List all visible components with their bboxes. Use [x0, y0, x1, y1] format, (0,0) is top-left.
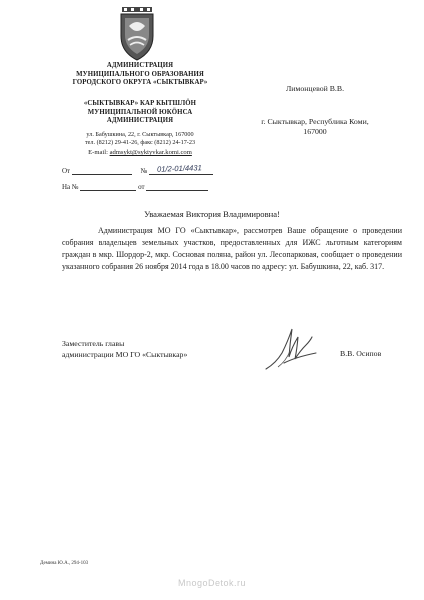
organization-phones: тел. (8212) 29-41-26, факс (8212) 24-17-23 [84, 139, 196, 147]
number-line [149, 174, 213, 175]
organization-address: ул. Бабушкина, 22, г. Сыктывкар, 167000 [86, 131, 194, 138]
ref-date-line [146, 190, 208, 191]
organization-email: E-mail: admsykt@syktyvkar.komi.com [88, 149, 192, 156]
date-line [72, 174, 132, 175]
recipient-address: г. Сыктывкар, Республика Коми, 167000 [261, 117, 369, 136]
letter-body: Администрация МО ГО «Сыктывкар», рассмотрев Ваше обращение о проведении собрания владельцев земельных участков, предоставленных для ИЖС льготным категориям граждан в мкр. Шордор-2, мкр. Сосновая поляна, район ул. Лесопарковая, сообщает о проведении указанного собрания 26 ноября 2014 года в 18.00 часов по адресу: ул. Бабушкина, 22, каб. 317. [62, 226, 402, 271]
reference-registration: На № от [62, 183, 208, 191]
ref-number-line [80, 190, 136, 191]
signatory-position: Заместитель главы администрации МО ГО «Сыктывкар» [62, 339, 188, 359]
email-link[interactable]: admsykt@syktyvkar.komi.com [109, 149, 192, 156]
recipient-name: Лимонцевой В.В. [285, 84, 345, 93]
outgoing-registration: От № [62, 167, 213, 175]
organization-contacts [40, 131, 240, 148]
watermark: MnogoDetok.ru [177, 578, 247, 588]
coat-of-arms-emblem [116, 6, 158, 62]
executor-note: Демина Ю.А., 294-103 [40, 561, 89, 566]
handwritten-signature [262, 323, 320, 373]
organization-name-russian: АДМИНИСТРАЦИЯ МУНИЦИПАЛЬНОГО ОБРАЗОВАНИЯ ГОРОДСКОГО ОКРУГА «СЫКТЫВКАР» [72, 62, 208, 87]
greeting: Уважаемая Виктория Владимировна! [144, 209, 280, 219]
organization-name-komi: «СЫКТЫВКАР» КАР КЫТШЛӦН МУНИЦИПАЛЬНОЙ ЮКӦНСА АДМИНИСТРАЦИЯ [83, 100, 197, 125]
registration-number-stamp: 01/2-01/4431 [156, 163, 202, 174]
signatory-name: В.В. Осипов [340, 349, 382, 358]
